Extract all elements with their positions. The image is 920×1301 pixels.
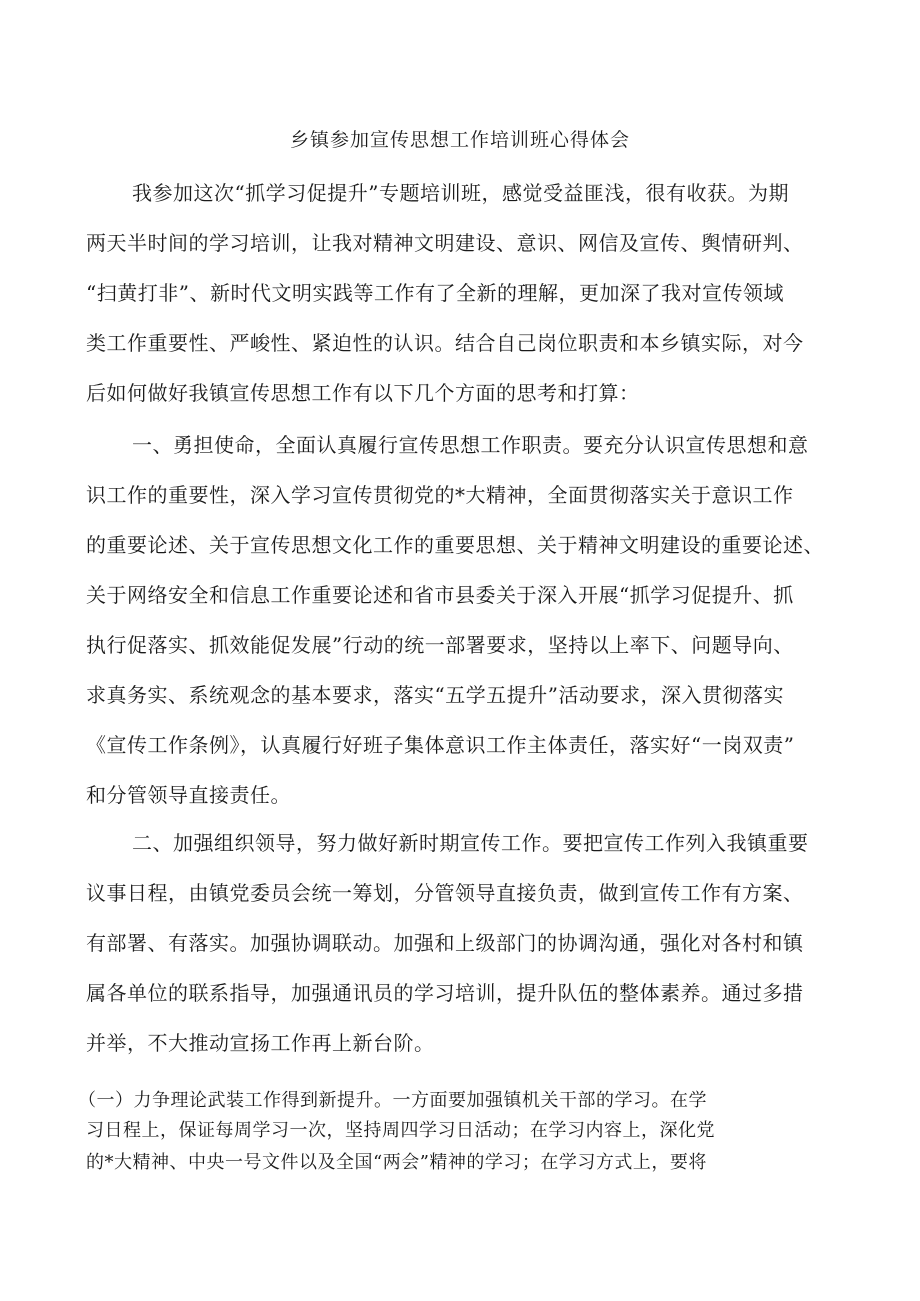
paragraph-4-line-2: 习日程上，保证每周学习一次，坚持周四学习日活动；在学习内容上，深化党 xyxy=(86,1120,715,1141)
paragraph-2-line-4: 关于网络安全和信息工作重要论述和省市县委关于深入开展“抓学习促提升、抓 xyxy=(86,583,794,607)
paragraph-3-line-2: 议事日程，由镇党委员会统一筹划，分管领导直接负责，做到宣传工作有方案、 xyxy=(86,881,804,905)
paragraph-3-line-1: 二、加强组织领导，努力做好新时期宣传工作。要把宣传工作列入我镇重要 xyxy=(132,831,809,855)
paragraph-3-line-5: 并举，不大推动宣扬工作再上新台阶。 xyxy=(86,1031,435,1055)
paragraph-2-line-8: 和分管领导直接责任。 xyxy=(86,783,291,807)
paragraph-4-line-1: （一）力争理论武装工作得到新提升。一方面要加强镇机关干部的学习。在学 xyxy=(78,1090,707,1111)
document-title: 乡镇参加宣传思想工作培训班心得体会 xyxy=(289,129,630,151)
paragraph-2-line-3: 的重要论述、关于宣传思想文化工作的重要思想、关于精神文明建设的重要论述、 xyxy=(86,533,824,557)
paragraph-1-line-3: “扫黄打非”、新时代文明实践等工作有了全新的理解，更加深了我对宣传领域 xyxy=(86,281,784,305)
paragraph-1-line-5: 后如何做好我镇宣传思想工作有以下几个方面的思考和打算： xyxy=(86,381,640,405)
paragraph-1-line-4: 类工作重要性、严峻性、紧迫性的认识。结合自己岗位职责和本乡镇实际，对今 xyxy=(86,331,804,355)
paragraph-4-line-3: 的*大精神、中央一号文件以及全国“两会”精神的学习；在学习方式上，要将 xyxy=(86,1152,707,1173)
paragraph-2-line-2: 识工作的重要性，深入学习宣传贯彻党的*大精神，全面贯彻落实关于意识工作 xyxy=(86,483,794,507)
paragraph-3-line-3: 有部署、有落实。加强协调联动。加强和上级部门的协调沟通，强化对各村和镇 xyxy=(86,931,804,955)
paragraph-1-line-1: 我参加这次“抓学习促提升”专题培训班，感觉受益匪浅，很有收获。为期 xyxy=(132,181,789,205)
paragraph-2-line-1: 一、勇担使命，全面认真履行宣传思想工作职责。要充分认识宣传思想和意 xyxy=(132,433,809,457)
paragraph-1-line-2: 两天半时间的学习培训，让我对精神文明建设、意识、网信及宣传、舆情研判、 xyxy=(86,231,804,255)
paragraph-2-line-5: 执行促落实、抓效能促发展”行动的统一部署要求，坚持以上率下、问题导向、 xyxy=(86,633,794,657)
paragraph-2-line-7: 《宣传工作条例》，认真履行好班子集体意识工作主体责任，落实好“一岗双责” xyxy=(86,733,795,757)
paragraph-3-line-4: 属各单位的联系指导，加强通讯员的学习培训，提升队伍的整体素养。通过多措 xyxy=(86,981,804,1005)
paragraph-2-line-6: 求真务实、系统观念的基本要求，落实“五学五提升”活动要求，深入贯彻落实 xyxy=(86,683,784,707)
